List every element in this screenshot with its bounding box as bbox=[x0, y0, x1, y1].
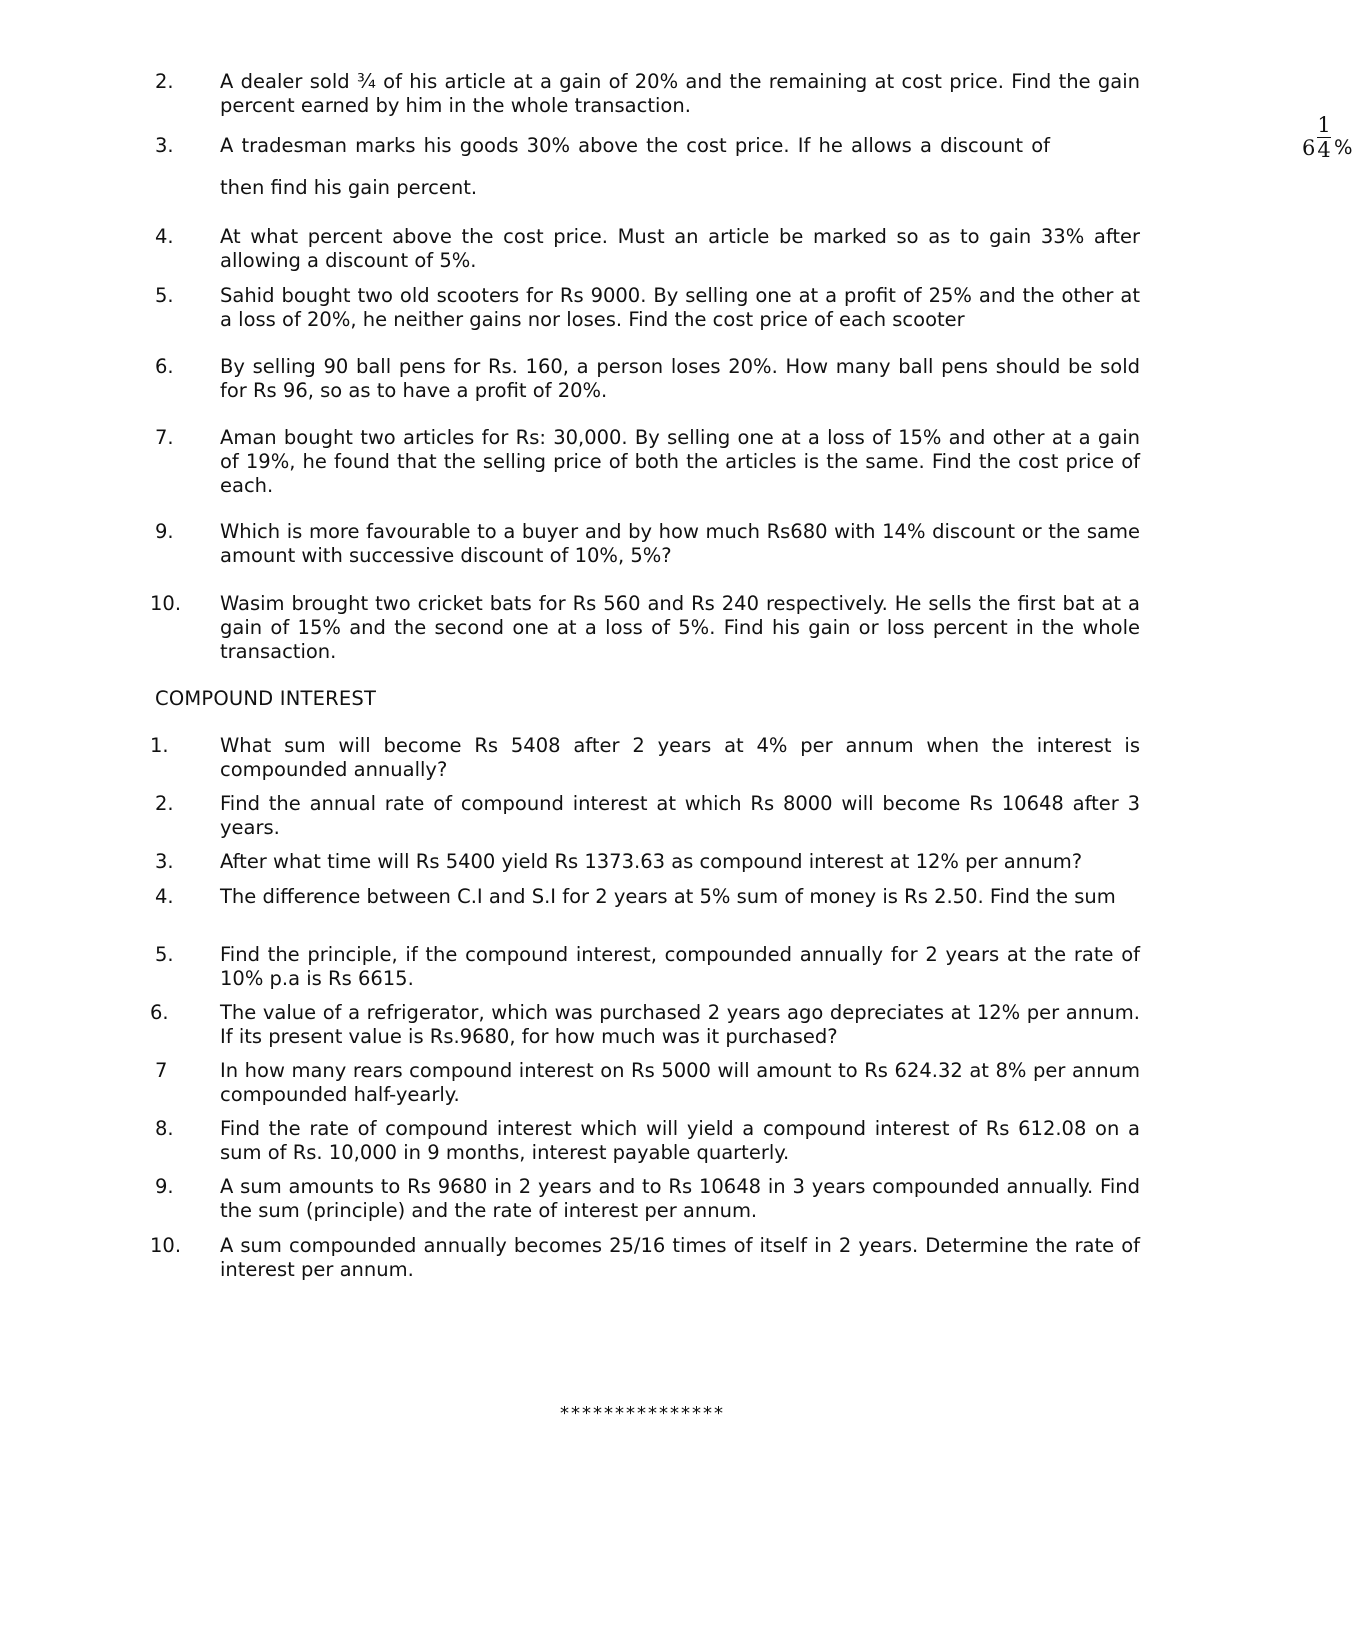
question-text: A sum amounts to Rs 9680 in 2 years and to Rs 10648 in 3 years compounded annually. Find the sum (principle) and the rate of interest per annum. bbox=[220, 1175, 1140, 1222]
question-number: 10. bbox=[150, 1234, 182, 1257]
question-number: 1. bbox=[150, 734, 169, 757]
question-number: 2. bbox=[155, 70, 174, 93]
question-number: 2. bbox=[155, 792, 174, 815]
question-text: The difference between C.I and S.I for 2 years at 5% sum of money is Rs 2.50. Find the sum bbox=[220, 885, 1116, 908]
question-text: Find the rate of compound interest which will yield a compound interest of Rs 612.08 on a sum of Rs. 10,000 in 9 months, interest payable quarterly. bbox=[220, 1117, 1140, 1164]
section-heading: COMPOUND INTEREST bbox=[155, 687, 377, 710]
question-number: 3. bbox=[155, 850, 174, 873]
question-text: By selling 90 ball pens for Rs. 160, a person loses 20%. How many ball pens should be sold for Rs 96, so as to have a profit of 20%. bbox=[220, 355, 1140, 402]
question-text: What sum will become Rs 5408 after 2 years at 4% per annum when the interest is compounded annually? bbox=[220, 734, 1140, 781]
question-text: Which is more favourable to a buyer and by how much Rs680 with 14% discount or the same amount with successive discount of 10%, 5%? bbox=[220, 520, 1140, 567]
question-text: A tradesman marks his goods 30% above the cost price. If he allows a discount of bbox=[220, 134, 1050, 157]
question-number: 6. bbox=[150, 1001, 169, 1024]
question-number: 5. bbox=[155, 284, 174, 307]
question-text: Sahid bought two old scooters for Rs 9000. By selling one at a profit of 25% and the other at a loss of 20%, he neither gains nor loses. Find the cost price of each scooter bbox=[220, 284, 1140, 331]
question-number: 9. bbox=[155, 520, 174, 543]
fraction-whole: 6 bbox=[1302, 136, 1316, 160]
question-number: 7. bbox=[155, 426, 174, 449]
question-text: Aman bought two articles for Rs: 30,000. By selling one at a loss of 15% and other at a gain of 19%, he found that the selling price of both the articles is the same. Find the cost price of each. bbox=[220, 426, 1140, 497]
question-number: 4. bbox=[155, 225, 174, 248]
fraction-suffix: % bbox=[1334, 136, 1353, 159]
question-number: 10. bbox=[150, 592, 182, 615]
question-text-continuation: then find his gain percent. bbox=[220, 176, 478, 199]
fraction-numerator: 1 bbox=[1317, 113, 1331, 137]
fraction-denominator: 4 bbox=[1317, 138, 1331, 162]
question-text: Find the principle, if the compound interest, compounded annually for 2 years at the rate of 10% p.a is Rs 6615. bbox=[220, 943, 1140, 990]
question-number: 6. bbox=[155, 355, 174, 378]
question-text: Wasim brought two cricket bats for Rs 560 and Rs 240 respectively. He sells the first bat at a gain of 15% and the second one at a loss of 5%. Find his gain or loss percent in the whole transaction. bbox=[220, 592, 1140, 663]
question-number: 9. bbox=[155, 1175, 174, 1198]
question-text: A sum compounded annually becomes 25/16 times of itself in 2 years. Determine the rate of interest per annum. bbox=[220, 1234, 1140, 1281]
question-number: 4. bbox=[155, 885, 174, 908]
question-number: 3. bbox=[155, 134, 174, 157]
question-number: 5. bbox=[155, 943, 174, 966]
question-number: 8. bbox=[155, 1117, 174, 1140]
question-text: A dealer sold ¾ of his article at a gain of 20% and the remaining at cost price. Find the gain percent earned by him in the whole transaction. bbox=[220, 70, 1140, 117]
question-text: At what percent above the cost price. Must an article be marked so as to gain 33% after allowing a discount of 5%. bbox=[220, 225, 1140, 272]
end-of-document-marker: *************** bbox=[560, 1403, 725, 1424]
question-text: In how many rears compound interest on Rs 5000 will amount to Rs 624.32 at 8% per annum compounded half-yearly. bbox=[220, 1059, 1140, 1106]
question-number: 7 bbox=[155, 1059, 168, 1082]
question-text: After what time will Rs 5400 yield Rs 1373.63 as compound interest at 12% per annum? bbox=[220, 850, 1083, 873]
question-text: The value of a refrigerator, which was purchased 2 years ago depreciates at 12% per annum. If its present value is Rs.9680, for how much was it purchased? bbox=[220, 1001, 1140, 1048]
fraction bbox=[1317, 114, 1331, 161]
question-text: Find the annual rate of compound interest at which Rs 8000 will become Rs 10648 after 3 years. bbox=[220, 792, 1140, 839]
